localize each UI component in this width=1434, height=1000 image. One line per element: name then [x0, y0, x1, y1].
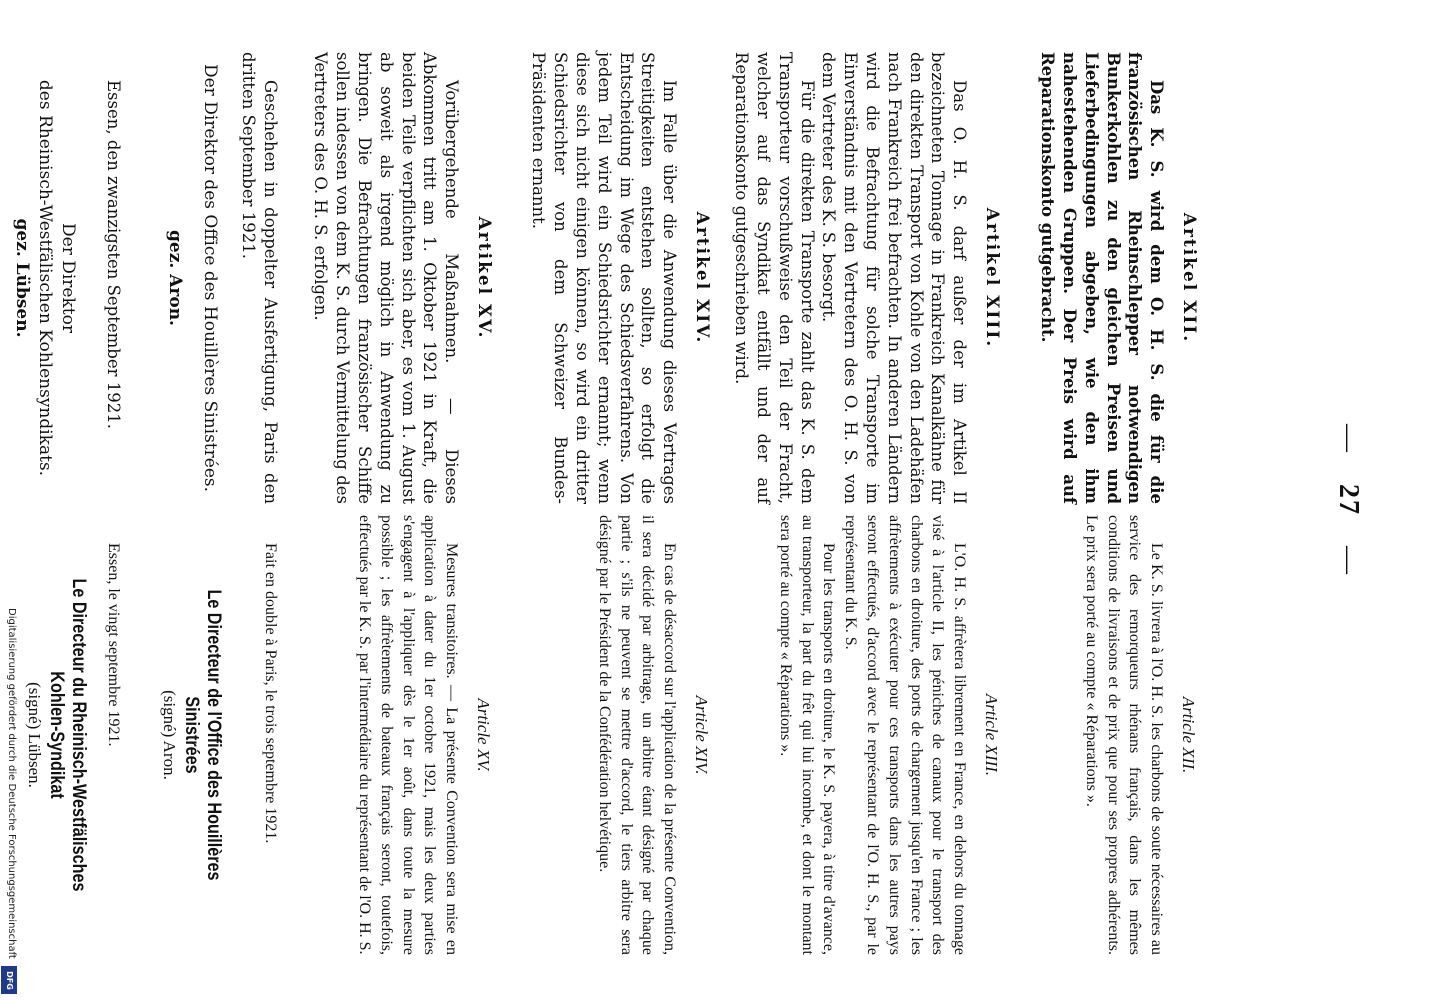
- german-sig2-line1: Der Direktor: [58, 223, 78, 333]
- french-article-14-title: Article XIV.: [692, 695, 711, 775]
- french-sig1-line1: Le Directeur de l'Office des Houillères: [203, 589, 224, 881]
- german-sig1-name: gez. Aron.: [165, 230, 185, 326]
- french-sig1-line2: Sinistrées: [181, 696, 202, 774]
- german-article-15-text: Vorübergehende Maßnahmen. — Dieses Abkommen tritt am 1. Oktober 1921 in Kraft, die beiden Teile verpflichten sich aber, es vom 1. August ab soweit als irgend möglich in Anwendung zu bringen. Die Befrachtungen französischer Schiffe sollen indessen von dem K. S. durch Vermittelung des Vertreters des O. H. S. erfolgen.: [311, 52, 462, 504]
- german-closing: Geschehen in doppelter Ausfertigung, Paris den dritten September 1921.: [239, 52, 280, 504]
- german-signature-1: [163, 52, 221, 504]
- german-article-13: [730, 52, 1002, 504]
- page-header: [1332, 0, 1364, 1000]
- french-sig2-line1: Le Directeur du Rheinisch-Westfälisches: [68, 578, 89, 892]
- german-article-12-title: Artikel XII.: [1179, 212, 1199, 344]
- french-closing: Fait en double à Paris, le trois septembre 1921.: [262, 543, 279, 844]
- french-article-13: [774, 515, 1002, 955]
- german-article-13-p2: Für die direkten Transporte zahlt das K. S. dem Transporteur vorschußweise den Teil der Fracht, welcher auf das Syndikat entfällt und der auf Reparationskonto gutgeschrieben wird.: [732, 52, 817, 504]
- german-signature-2: [10, 52, 79, 504]
- french-article-15: [353, 515, 494, 955]
- header-dash-right: —: [1333, 546, 1364, 576]
- german-article-14-title: Artikel XIV.: [692, 211, 712, 345]
- german-article-15-title: Artikel XV.: [474, 216, 494, 340]
- french-article-15-text: Mesures transitoires. — La présente Convention sera mise en application à dater du 1er octobre 1921, mais les deux parties s'engagent à l'appliquer dès le 1er août, dans toute la mesure possible ; les affrètements de bateaux français seront, toutefois, effectués par le K. S. par l'intermédiaire du représentant de l'O. H. S.: [356, 515, 461, 955]
- dfg-logo-icon: DFG: [1, 966, 17, 994]
- french-sig2-line2: Kohlen-Syndikat: [46, 671, 67, 799]
- french-place-date: Essen, le vingt septembre 1921.: [105, 543, 122, 747]
- german-article-15: [310, 52, 494, 504]
- page-number: 27: [1333, 484, 1364, 516]
- header-dash-left: —: [1333, 424, 1364, 454]
- french-article-12-text: Le K. S. livrera à l'O. H. S. les charbons de soute nécessaires au service des remorqueurs rhénans français, dans les mêmes conditions de livraisons et de prix que pour ses propres adhérents. Le prix sera porté au compte « Réparations ».: [1082, 515, 1166, 955]
- german-sig2-line2: des Rheinisch-Westfälischen Kohlensyndikats.: [35, 79, 55, 477]
- french-article-12: [1080, 515, 1199, 955]
- french-article-14-text: En cas de désaccord sur l'application de la présente Convention, il sera décidé par arbitrage, un arbitre étant désigné par chaque partie ; s'ils ne peuvent se mettre d'accord, le tiers arbitre sera désigné par le Président de la Confédération helvétique.: [595, 515, 679, 955]
- french-article-15-title: Article XV.: [474, 698, 493, 772]
- german-article-12: [1036, 52, 1199, 504]
- french-signature-2: [23, 515, 89, 955]
- german-article-14: [528, 52, 712, 504]
- german-article-13-title: Artikel XIII.: [982, 207, 1002, 349]
- french-article-14: [593, 515, 712, 955]
- french-article-13-title: Article XIII.: [982, 693, 1001, 777]
- german-sig2-name: gez. Lübsen.: [12, 218, 32, 338]
- german-place-date: Essen, den zwanzigsten September 1921.: [104, 80, 123, 429]
- digitization-credit: Digitalisierung gefördert durch die Deutsche Forschungsgemeinschaft: [6, 608, 17, 959]
- french-article-13-p1: L'O. H. S. affrètera librement en France, en dehors du tonnage visé à l'article II, les péniches de canaux pour le transport des charbons en droiture, des ports de chargement jusqu'en France ; les affrètements à exécuter pour ces transports dans les autres pays seront effectués, d'accord avec le représentant de l'O. H. S., par le représentant du K. S.: [842, 515, 969, 955]
- german-article-13-p1: Das O. H. S. darf außer der im Artikel II bezeichneten Tonnage in Frankreich Kanalkähne für den direkten Transport von Kohle von den Ladehäfen nach Frankreich frei befrachten. In anderen Ländern wird die Befrachtung für solche Transporte im Einverständnis mit den Vertretern des O. H. S. von dem Vertreter des K. S. besorgt.: [819, 52, 970, 504]
- french-sig2-signed: (signé) Lübsen.: [25, 682, 44, 788]
- french-article-12-title: Article XII.: [1179, 696, 1198, 774]
- french-sig1-signed: (signé) Aron.: [160, 690, 179, 780]
- german-article-14-text: Im Falle über die Anwendung dieses Vertrages Streitigkeiten entstehen sollten, so erfolgt die Entscheidung im Wege des Schiedsverfahrens. Von jedem Teil wird ein Schiedsrichter ernannt; wenn diese sich nicht einigen können, so wird ein dritter Schiedsrichter von dem Schweizer Bundes-Präsidenten ernannt.: [529, 52, 680, 504]
- german-sig1-role: Der Direktor des Office des Houillères Sinistrées.: [200, 63, 220, 493]
- french-article-13-p2: Pour les transports en droiture, le K. S. payera, à titre d'avance, au transporteur, la part du frêt qui lui incombe, et dont le montant sera porté au compte « Réparations ».: [776, 515, 838, 955]
- french-signature-1: [158, 515, 224, 955]
- german-article-12-text: Das K. S. wird dem O. H. S. die für die französischen Rheinschlepper notwendigen Bunkerkohlen zu den gleichen Preisen und Lieferbedingungen abgeben, wie den ihm nahestehenden Gruppen. Der Preis wird auf Reparationskonto gutgebracht.: [1038, 52, 1167, 504]
